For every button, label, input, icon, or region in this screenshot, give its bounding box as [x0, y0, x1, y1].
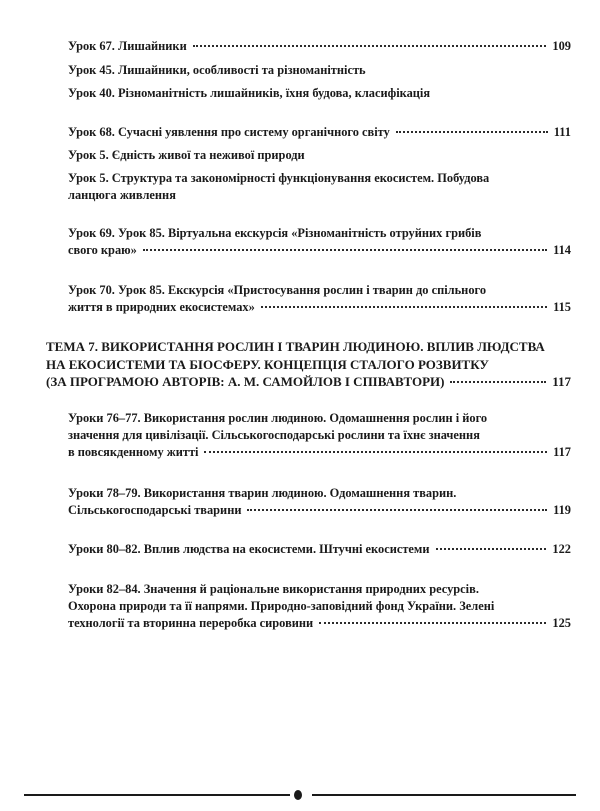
dot-leader [319, 622, 546, 624]
toc-entry-text: Урок 5. Єдність живої та неживої природи [68, 148, 305, 162]
toc-entry-text: Урок 5. Структура та закономірності функціонування екосистем. Побудова [68, 171, 490, 185]
toc-line [68, 485, 571, 502]
toc-entry-text: Охорона природи та її напрями. Природно-заповідний фонд України. Зелені [68, 599, 495, 613]
toc-line [68, 124, 571, 141]
toc-entry-text: Урок 40. Різноманітність лишайників, їхня будова, класифікація [68, 86, 431, 100]
toc-entry [68, 581, 571, 632]
toc-entry [68, 62, 571, 79]
toc-page-number: 119 [553, 503, 571, 517]
toc-line [68, 147, 571, 164]
toc-theme-heading [46, 338, 571, 391]
toc-entry [68, 170, 571, 204]
dot-leader [396, 131, 548, 133]
footer-rule [24, 794, 290, 796]
toc-entry-text: Уроки 80–82. Вплив людства на екосистеми. Штучні екосистеми [68, 542, 430, 556]
toc-line [68, 615, 571, 632]
toc-entry-text: Уроки 82–84. Значення й раціональне використання природних ресурсів. [68, 582, 479, 596]
toc-entry [68, 541, 571, 558]
dot-leader [261, 306, 547, 308]
toc-entry-text: життя в природних екосистемах» [68, 300, 255, 314]
toc-page-number: 125 [552, 616, 571, 630]
toc-page-number: 114 [553, 243, 571, 257]
toc-line [68, 170, 571, 187]
toc-line [46, 356, 571, 374]
toc-entry [68, 38, 571, 55]
toc-entry-text: свого краю» [68, 243, 137, 257]
toc-entry [68, 485, 571, 519]
dot-leader [436, 548, 547, 550]
toc-line [68, 62, 571, 79]
toc-line [68, 541, 571, 558]
footer-rule [312, 794, 576, 796]
dot-leader [143, 249, 547, 251]
toc-entry-text: Уроки 78–79. Використання тварин людиною. Одомашнення тварин. [68, 486, 457, 500]
toc-line [68, 225, 571, 242]
toc-entry [68, 282, 571, 316]
toc-entry-text: Урок 68. Сучасні уявлення про систему органічного світу [68, 125, 390, 139]
toc-line [68, 444, 571, 461]
toc-page-number: 117 [553, 445, 571, 459]
toc-entry [68, 225, 571, 259]
toc-entry-text: Урок 70. Урок 85. Екскурсія «Пристосування рослин і тварин до спільного [68, 283, 487, 297]
toc-line [68, 581, 571, 598]
toc-line [46, 373, 571, 391]
toc-entry [68, 147, 571, 164]
toc-page-number: 122 [552, 542, 571, 556]
toc-line [68, 187, 571, 204]
toc-line [68, 38, 571, 55]
toc-entry-text: ланцюга живлення [68, 188, 176, 202]
toc-entry-text: (ЗА ПРОГРАМОЮ АВТОРІВ: А. М. САМОЙЛОВ І СПІВАВТОРИ) [46, 374, 445, 389]
dot-leader [247, 509, 547, 511]
toc-entry [68, 124, 571, 141]
toc-entry-text: Урок 67. Лишайники [68, 39, 187, 53]
toc-entry-text: НА ЕКОСИСТЕМИ ТА БІОСФЕРУ. КОНЦЕПЦІЯ СТАЛОГО РОЗВИТКУ [46, 356, 489, 372]
toc-entry-text: Урок 45. Лишайники, особливості та різноманітність [68, 63, 366, 77]
dot-leader [193, 45, 547, 47]
toc-line [46, 338, 571, 356]
toc-line [68, 282, 571, 299]
toc-entry-text: Урок 69. Урок 85. Віртуальна екскурсія «Різноманітність отруйних грибів [68, 226, 482, 240]
toc-line [68, 85, 571, 102]
dot-leader [204, 451, 547, 453]
toc-entry-text: в повсякденному житті [68, 445, 199, 459]
toc-entry-text: ТЕМА 7. ВИКОРИСТАННЯ РОСЛИН І ТВАРИН ЛЮДИНОЮ. ВПЛИВ ЛЮДСТВА [46, 339, 545, 354]
toc-entry-text: Уроки 76–77. Використання рослин людиною. Одомашнення рослин і його [68, 411, 488, 425]
toc-line [68, 598, 571, 615]
footer-ornament-icon [294, 790, 302, 800]
toc-entry-text: технології та вторинна переробка сировини [68, 616, 314, 630]
toc-line [68, 410, 571, 427]
toc-entry [68, 85, 571, 102]
toc-line [68, 299, 571, 316]
dot-leader [450, 381, 546, 383]
toc-line [68, 427, 571, 444]
toc-entry-text: значення для цивілізації. Сільськогосподарські рослини та їхнє значення [68, 428, 480, 442]
toc-entry-text: Сільськогосподарські тварини [68, 503, 242, 517]
toc-page-number: 111 [553, 125, 571, 139]
toc-entry [68, 410, 571, 461]
toc-line [68, 242, 571, 259]
toc-page-number: 117 [552, 374, 571, 389]
toc-page-number: 115 [553, 300, 571, 314]
toc-line [68, 502, 571, 519]
toc-page-number: 109 [552, 39, 571, 53]
